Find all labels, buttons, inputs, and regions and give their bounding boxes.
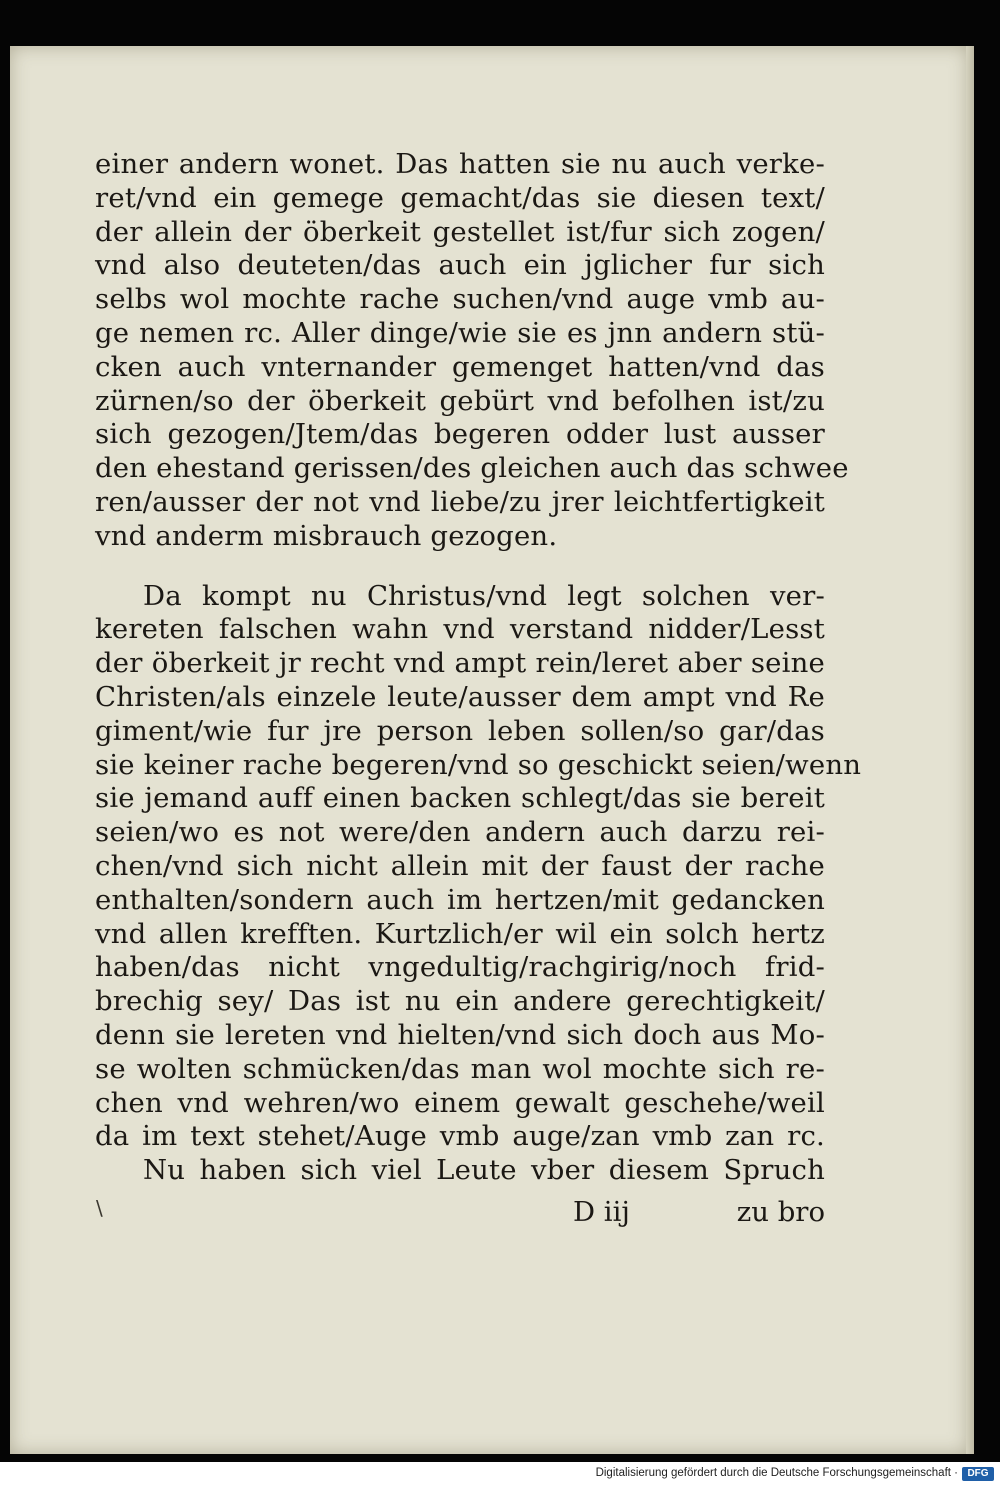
body-text — [95, 148, 862, 1188]
text-line: kereten falschen wahn vnd verstand nidder/Lesst — [95, 613, 825, 646]
text-line: denn sie lereten vnd hielten/vnd sich doch aus Mo- — [95, 1018, 825, 1051]
text-line: chen/vnd sich nicht allein mit der faust der rache — [95, 849, 825, 882]
text-line: der allein der öberkeit gestellet ist/fur sich zogen/ — [95, 215, 825, 248]
text-line: vnd anderm misbrauch gezogen. — [95, 519, 558, 552]
text-line: ren/ausser der not vnd liebe/zu jrer leichtfertigkeit — [95, 485, 825, 518]
text-line: Da kompt nu Christus/vnd legt solchen ver- — [143, 579, 825, 612]
text-line: enthalten/sondern auch im hertzen/mit gedancken — [95, 883, 825, 916]
page-edge — [966, 46, 974, 1454]
text-line: sie jemand auff einen backen schlegt/das sie bereit — [95, 782, 825, 815]
text-line: Christen/als einzele leute/ausser dem ampt vnd Re — [95, 680, 825, 713]
text-line: einer andern wonet. Das hatten sie nu auch verke- — [95, 148, 825, 180]
page-foot — [95, 1196, 825, 1230]
text-line: Nu haben sich viel Leute vber diesem Spruch — [143, 1154, 825, 1187]
signature-mark: D iij — [573, 1196, 630, 1228]
text-line: vnd also deuteten/das auch ein jglicher fur sich — [95, 249, 825, 282]
text-line: seien/wo es not were/den andern auch darzu rei- — [95, 816, 825, 849]
funding-credit: Digitalisierung gefördert durch die Deutsche Forschungsgemeinschaft · — [595, 1467, 958, 1479]
credit-bar — [0, 1462, 1000, 1488]
catchword: zu bro — [736, 1196, 825, 1228]
text-line: chen vnd wehren/wo einem gewalt geschehe/weil — [95, 1086, 825, 1119]
text-line: selbs wol mochte rache suchen/vnd auge vmb au- — [95, 283, 825, 316]
text-line: giment/wie fur jre person leben sollen/so gar/das — [95, 714, 825, 747]
dfg-logo: DFG — [962, 1467, 994, 1481]
text-line: brechig sey/ Das ist nu ein andere gerechtigkeit/ — [95, 985, 825, 1018]
text-line: sich gezogen/Jtem/das begeren odder lust ausser — [95, 418, 825, 451]
paragraph-2 — [95, 579, 862, 1188]
paragraph-1 — [95, 148, 849, 554]
text-line: sie keiner rache begeren/vnd so geschickt seien/wenn — [95, 748, 862, 781]
margin-mark: \ — [96, 1196, 103, 1220]
text-line: zürnen/so der öberkeit gebürt vnd befolhen ist/zu — [95, 384, 825, 417]
text-line: ret/vnd ein gemege gemacht/das sie diesen text/ — [95, 181, 825, 214]
text-line: cken auch vnternander gemenget hatten/vnd das — [95, 350, 825, 383]
text-line: da im text stehet/Auge vmb auge/zan vmb zan rc. — [95, 1120, 825, 1153]
text-line: der öberkeit jr recht vnd ampt rein/leret aber seine — [95, 647, 825, 680]
text-line: se wolten schmücken/das man wol mochte sich re- — [95, 1052, 825, 1085]
text-line: den ehestand gerissen/des gleichen auch das schwee — [95, 452, 849, 485]
text-line: haben/das nicht vngedultig/rachgirig/noch frid- — [95, 951, 825, 984]
text-line: vnd allen krefften. Kurtzlich/er wil ein solch hertz — [95, 917, 825, 950]
text-line: ge nemen rc. Aller dinge/wie sie es jnn andern stü- — [95, 316, 825, 349]
